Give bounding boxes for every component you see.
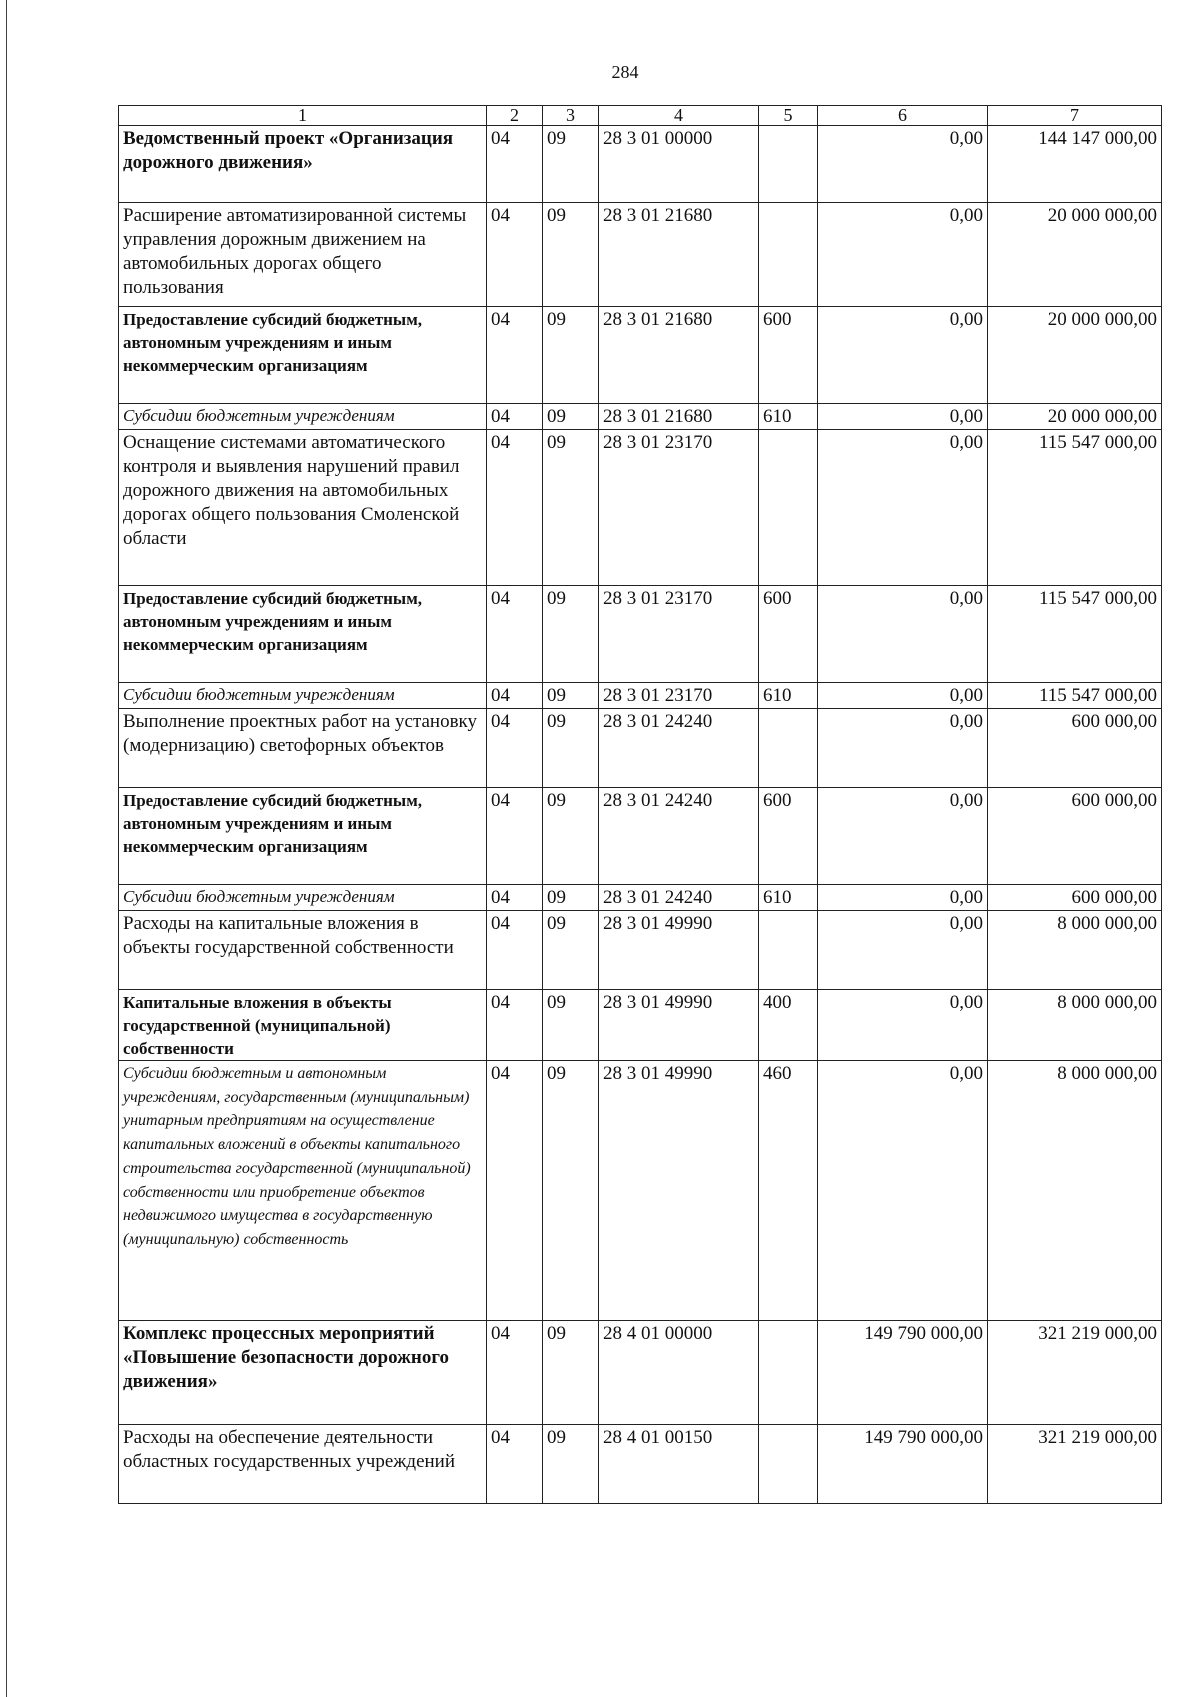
row-name: Предоставление субсидий бюджетным, автономным учреждениям и иным некоммерческим организациям [119,788,487,885]
cell-subsection: 09 [543,203,599,307]
cell-target-article: 28 3 01 49990 [599,1061,759,1321]
cell-subsection: 09 [543,788,599,885]
cell-amount-1: 0,00 [818,885,988,911]
row-name: Расходы на обеспечение деятельности областных государственных учреждений [119,1425,487,1504]
cell-expense-type: 600 [759,307,818,404]
cell-target-article: 28 3 01 00000 [599,126,759,203]
row-name: Расширение автоматизированной системы управления дорожным движением на автомобильных дорогах общего пользования [119,203,487,307]
scan-edge-line [6,0,7,1697]
cell-expense-type: 610 [759,404,818,430]
row-name: Выполнение проектных работ на установку (модернизацию) светофорных объектов [119,709,487,788]
cell-amount-2: 600 000,00 [988,788,1162,885]
table-header-row [119,106,1162,126]
row-name: Предоставление субсидий бюджетным, автономным учреждениям и иным некоммерческим организациям [119,307,487,404]
cell-amount-1: 149 790 000,00 [818,1321,988,1425]
cell-expense-type [759,709,818,788]
table-row [119,1321,1162,1425]
cell-amount-1: 0,00 [818,126,988,203]
row-name: Субсидии бюджетным учреждениям [119,885,487,911]
cell-amount-2: 321 219 000,00 [988,1425,1162,1504]
cell-expense-type: 460 [759,1061,818,1321]
header-cell: 2 [487,106,543,126]
cell-target-article: 28 3 01 21680 [599,203,759,307]
cell-subsection: 09 [543,709,599,788]
cell-amount-2: 144 147 000,00 [988,126,1162,203]
table-row [119,307,1162,404]
cell-subsection: 09 [543,683,599,709]
cell-amount-1: 0,00 [818,203,988,307]
cell-target-article: 28 4 01 00150 [599,1425,759,1504]
cell-section: 04 [487,990,543,1061]
table-row [119,126,1162,203]
cell-section: 04 [487,126,543,203]
cell-target-article: 28 3 01 49990 [599,911,759,990]
table-row [119,683,1162,709]
page-number: 284 [611,62,639,82]
table-row [119,430,1162,586]
cell-subsection: 09 [543,404,599,430]
row-name: Субсидии бюджетным учреждениям [119,404,487,430]
cell-target-article: 28 3 01 21680 [599,404,759,430]
cell-expense-type [759,1321,818,1425]
cell-amount-2: 600 000,00 [988,709,1162,788]
cell-section: 04 [487,788,543,885]
cell-expense-type [759,430,818,586]
cell-subsection: 09 [543,126,599,203]
table-row [119,404,1162,430]
cell-section: 04 [487,1061,543,1321]
cell-section: 04 [487,203,543,307]
cell-amount-2: 115 547 000,00 [988,430,1162,586]
cell-expense-type: 400 [759,990,818,1061]
cell-expense-type: 610 [759,683,818,709]
cell-expense-type: 610 [759,885,818,911]
table-row [119,788,1162,885]
row-name: Субсидии бюджетным и автономным учреждениям, государственным (муниципальным) унитарным предприятиям на осуществление капитальных вложений в объекты капитального строительства государственной (муниципальной) собственности или приобретение объектов недвижимого имущества в государственную (муниципальную) собственность [119,1061,487,1321]
table-row [119,1425,1162,1504]
cell-target-article: 28 3 01 24240 [599,885,759,911]
cell-amount-2: 20 000 000,00 [988,203,1162,307]
cell-section: 04 [487,1425,543,1504]
cell-section: 04 [487,1321,543,1425]
cell-target-article: 28 3 01 23170 [599,586,759,683]
cell-subsection: 09 [543,307,599,404]
cell-amount-2: 20 000 000,00 [988,404,1162,430]
row-name: Расходы на капитальные вложения в объекты государственной собственности [119,911,487,990]
cell-subsection: 09 [543,885,599,911]
cell-amount-1: 0,00 [818,709,988,788]
cell-amount-1: 149 790 000,00 [818,1425,988,1504]
cell-amount-2: 20 000 000,00 [988,307,1162,404]
table-row [119,885,1162,911]
header-cell: 4 [599,106,759,126]
cell-expense-type [759,911,818,990]
cell-expense-type [759,126,818,203]
table-row [119,203,1162,307]
row-name: Ведомственный проект «Организация дорожного движения» [119,126,487,203]
cell-amount-1: 0,00 [818,404,988,430]
cell-amount-1: 0,00 [818,430,988,586]
cell-section: 04 [487,683,543,709]
cell-amount-2: 115 547 000,00 [988,683,1162,709]
cell-target-article: 28 3 01 23170 [599,683,759,709]
cell-section: 04 [487,586,543,683]
cell-amount-2: 115 547 000,00 [988,586,1162,683]
header-cell: 5 [759,106,818,126]
cell-subsection: 09 [543,1061,599,1321]
cell-subsection: 09 [543,586,599,683]
header-cell: 3 [543,106,599,126]
cell-amount-1: 0,00 [818,788,988,885]
cell-section: 04 [487,430,543,586]
cell-amount-2: 321 219 000,00 [988,1321,1162,1425]
cell-expense-type: 600 [759,788,818,885]
cell-section: 04 [487,911,543,990]
cell-amount-1: 0,00 [818,307,988,404]
cell-amount-2: 8 000 000,00 [988,1061,1162,1321]
cell-subsection: 09 [543,911,599,990]
row-name: Капитальные вложения в объекты государственной (муниципальной) собственности [119,990,487,1061]
cell-target-article: 28 4 01 00000 [599,1321,759,1425]
cell-amount-2: 8 000 000,00 [988,990,1162,1061]
header-cell: 6 [818,106,988,126]
cell-expense-type [759,1425,818,1504]
row-name: Оснащение системами автоматического контроля и выявления нарушений правил дорожного движения на автомобильных дорогах общего пользования Смоленской области [119,430,487,586]
cell-expense-type [759,203,818,307]
cell-amount-1: 0,00 [818,1061,988,1321]
cell-amount-1: 0,00 [818,990,988,1061]
cell-amount-2: 600 000,00 [988,885,1162,911]
cell-amount-2: 8 000 000,00 [988,911,1162,990]
cell-section: 04 [487,307,543,404]
row-name: Субсидии бюджетным учреждениям [119,683,487,709]
cell-target-article: 28 3 01 23170 [599,430,759,586]
cell-subsection: 09 [543,990,599,1061]
table-row [119,990,1162,1061]
cell-target-article: 28 3 01 49990 [599,990,759,1061]
cell-subsection: 09 [543,430,599,586]
cell-amount-1: 0,00 [818,911,988,990]
table-row [119,709,1162,788]
cell-amount-1: 0,00 [818,683,988,709]
cell-section: 04 [487,709,543,788]
cell-subsection: 09 [543,1425,599,1504]
cell-target-article: 28 3 01 21680 [599,307,759,404]
table-row [119,586,1162,683]
cell-subsection: 09 [543,1321,599,1425]
cell-target-article: 28 3 01 24240 [599,788,759,885]
cell-section: 04 [487,885,543,911]
header-cell: 1 [119,106,487,126]
budget-table [118,105,1162,1504]
cell-target-article: 28 3 01 24240 [599,709,759,788]
table-row [119,911,1162,990]
header-cell: 7 [988,106,1162,126]
cell-expense-type: 600 [759,586,818,683]
row-name: Комплекс процессных мероприятий «Повышение безопасности дорожного движения» [119,1321,487,1425]
cell-section: 04 [487,404,543,430]
row-name: Предоставление субсидий бюджетным, автономным учреждениям и иным некоммерческим организациям [119,586,487,683]
table-row [119,1061,1162,1321]
cell-amount-1: 0,00 [818,586,988,683]
